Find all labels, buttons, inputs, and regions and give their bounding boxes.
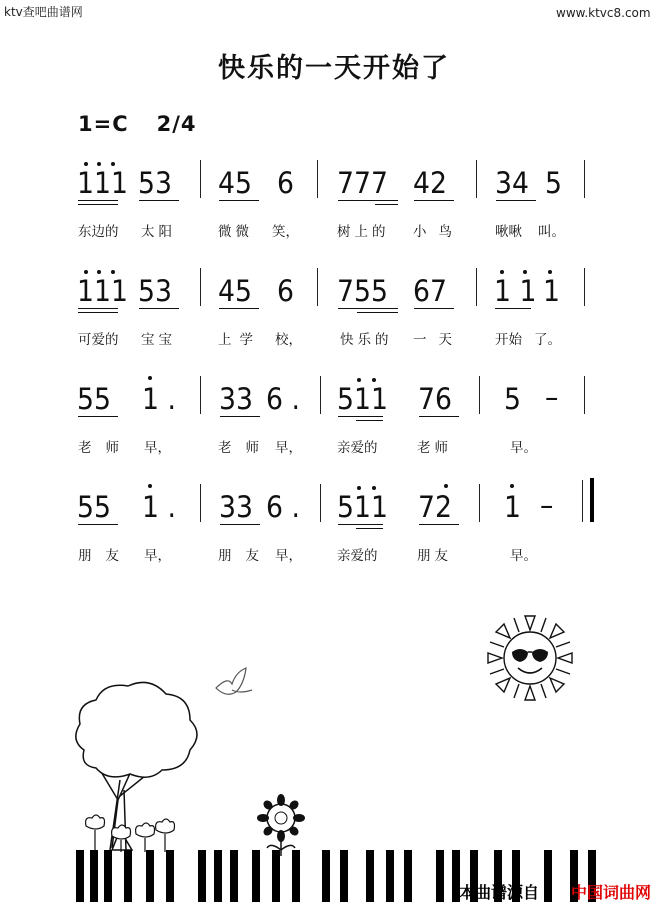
octave-dot [97, 162, 101, 166]
beam-line [338, 416, 383, 417]
note-group: 511 [337, 490, 388, 524]
note-group: – [540, 488, 554, 522]
lyric: 树上的 [337, 224, 390, 240]
note-group: 777 [337, 166, 388, 200]
note-group: 34 [495, 166, 529, 200]
lyric: 早。 [510, 548, 537, 564]
lyric: 宝宝 [141, 332, 176, 348]
lyric: 亲爱的 [337, 548, 378, 564]
beam-line [220, 416, 260, 417]
lyric: 老师 [218, 440, 273, 456]
note-group: 6 [277, 274, 294, 308]
octave-dot [97, 270, 101, 274]
beam-line [219, 308, 259, 309]
octave-dot [84, 162, 88, 166]
bar-line [320, 376, 321, 414]
note-group: 33 [219, 490, 253, 524]
flower-icon [257, 794, 305, 856]
note-group: 1 . [142, 382, 176, 416]
key-signature [78, 112, 197, 136]
lyric: 上学 [218, 332, 261, 348]
note-group: 755 [337, 274, 388, 308]
octave-dot [111, 162, 115, 166]
beam-line [414, 308, 454, 309]
bar-line [476, 160, 477, 198]
beam-line [338, 524, 383, 525]
octave-dot [84, 270, 88, 274]
beam-line [495, 308, 531, 309]
note-group: 6 . [266, 382, 300, 416]
lyric: 亲爱的 [337, 440, 378, 456]
octave-dot [372, 486, 376, 490]
note-group: 55 [77, 490, 111, 524]
time-signature: 2/4 [156, 112, 197, 136]
final-bar-line [582, 480, 583, 522]
note-group: 6 . [266, 490, 300, 524]
sun-icon [488, 616, 572, 700]
octave-dot [357, 378, 361, 382]
score-line-3 [0, 366, 668, 466]
bar-line [584, 268, 585, 306]
lyric: 太阳 [141, 224, 176, 240]
beam-line [219, 200, 259, 201]
octave-dot [523, 270, 527, 274]
lyric: 早， [144, 548, 171, 564]
lyric: 早。 [510, 440, 537, 456]
bar-line [200, 376, 201, 414]
beam-line [419, 524, 459, 525]
beam-line [78, 312, 118, 313]
note-group: 67 [413, 274, 447, 308]
note-group: 55 [77, 382, 111, 416]
note-group: 6 [277, 166, 294, 200]
bar-line [584, 160, 585, 198]
bar-line [479, 484, 480, 522]
bar-line [200, 268, 201, 306]
octave-dot [500, 270, 504, 274]
lyric: 校， [275, 332, 302, 348]
lyric: 东边的 [78, 224, 119, 240]
lyric: 早， [275, 440, 302, 456]
bar-line [200, 160, 201, 198]
note-group: 1 [504, 490, 521, 524]
beam-line [338, 308, 398, 309]
beam-line [220, 524, 260, 525]
note-group: 42 [413, 166, 447, 200]
octave-dot [444, 484, 448, 488]
note-group: 111 [77, 274, 128, 308]
octave-dot [111, 270, 115, 274]
bar-line [479, 376, 480, 414]
bar-line [584, 376, 585, 414]
note-group: 33 [219, 382, 253, 416]
octave-dot [548, 270, 552, 274]
octave-dot [510, 484, 514, 488]
lyric: 朋友 [78, 548, 133, 564]
note-group: 111 [77, 166, 128, 200]
note-group: 1 [543, 274, 560, 308]
beam-line [78, 308, 118, 309]
note-group: 45 [218, 274, 252, 308]
beam-line [78, 200, 118, 201]
lyric: 叫。 [538, 224, 565, 240]
beam-line [78, 524, 118, 525]
beam-line [139, 308, 179, 309]
lyric: 老师 [78, 440, 133, 456]
beam-line [357, 312, 398, 313]
lyric: 老师 [417, 440, 452, 456]
final-bar-line-thick [590, 478, 594, 522]
octave-dot [357, 486, 361, 490]
score-line-2 [0, 258, 668, 358]
octave-dot [148, 484, 152, 488]
note-group: 53 [138, 274, 172, 308]
beam-line [375, 204, 398, 205]
beam-line [496, 200, 536, 201]
watermark-right: www.ktvc8.com [556, 6, 651, 20]
note-group: – [545, 380, 559, 414]
key-label: 1=C [78, 112, 129, 136]
lyric: 早， [144, 440, 171, 456]
bird-icon [216, 668, 252, 694]
note-group: 72 [418, 490, 452, 524]
lyric: 了。 [534, 332, 561, 348]
lyric: 朋友 [218, 548, 273, 564]
beam-line [78, 416, 118, 417]
octave-dot [148, 376, 152, 380]
note-group: 1 . [142, 490, 176, 524]
beam-line [356, 420, 383, 421]
bar-line [200, 484, 201, 522]
footer-brand: 中国词曲网 [571, 883, 652, 902]
decoration-illustration [0, 600, 668, 906]
lyric: 可爱的 [78, 332, 119, 348]
note-group: 5 [504, 382, 521, 416]
beam-line [338, 200, 398, 201]
score-line-1 [0, 150, 668, 250]
octave-dot [372, 378, 376, 382]
note-group: 5 [545, 166, 562, 200]
beam-line [356, 528, 383, 529]
lyric: 小鸟 [413, 224, 464, 240]
lyric: 啾啾 [495, 224, 522, 240]
beam-line [414, 200, 454, 201]
lyric: 快乐的 [340, 332, 393, 348]
note-group: 53 [138, 166, 172, 200]
lyric: 笑， [272, 224, 299, 240]
bar-line [317, 268, 318, 306]
beam-line [139, 200, 179, 201]
note-group: 76 [418, 382, 452, 416]
song-title: 快乐的一天开始了 [218, 53, 450, 84]
beam-line [78, 204, 118, 205]
beam-line [419, 416, 459, 417]
bar-line [320, 484, 321, 522]
note-group: 1 1 [494, 274, 537, 308]
lyric: 一天 [413, 332, 464, 348]
lyric: 开始 [495, 332, 522, 348]
lyric: 朋友 [417, 548, 452, 564]
score-line-4 [0, 474, 668, 574]
footer-source-label: 本曲谱源自 [459, 883, 540, 902]
watermark-left: ktv查吧曲谱网 [4, 5, 83, 19]
lyric: 微微 [218, 224, 253, 240]
note-group: 45 [218, 166, 252, 200]
lyric: 早， [275, 548, 302, 564]
note-group: 511 [337, 382, 388, 416]
bar-line [476, 268, 477, 306]
bar-line [317, 160, 318, 198]
